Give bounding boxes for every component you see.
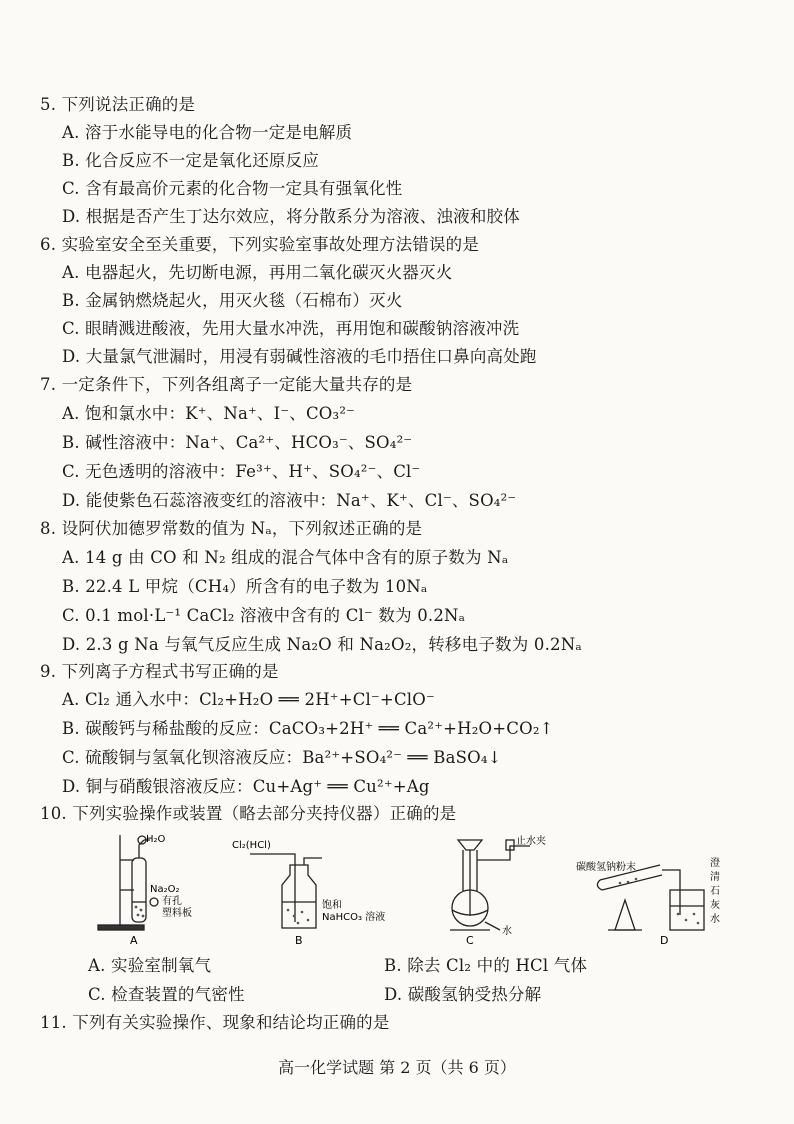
apparatus-figure — [90, 830, 730, 950]
question-8-option-c: C. 0.1 mol·L⁻¹ CaCl₂ 溶液中含有的 Cl⁻ 数为 0.2Nₐ — [62, 606, 466, 625]
question-11-stem: 11. 下列有关实验操作、现象和结论均正确的是 — [40, 1013, 390, 1032]
label-a-plate1: 有孔 — [162, 896, 182, 907]
label-b-gas: Cl₂(HCl) — [232, 840, 271, 851]
question-5-option-c: C. 含有最高价元素的化合物一定具有强氧化性 — [62, 179, 403, 198]
question-9-option-b: B. 碳酸钙与稀盐酸的反应：CaCO₃+2H⁺ ══ Ca²⁺+H₂O+CO₂↑ — [62, 719, 554, 738]
question-5-option-a: A. 溶于水能导电的化合物一定是电解质 — [62, 123, 353, 142]
question-7-option-a: A. 饱和氯水中：K⁺、Na⁺、I⁻、CO₃²⁻ — [62, 404, 356, 423]
question-5-stem: 5. 下列说法正确的是 — [40, 95, 196, 114]
question-10-option-d: D. 碳酸氢钠受热分解 — [384, 985, 542, 1004]
label-d-lime1: 澄 — [710, 858, 720, 869]
question-10-stem: 10. 下列实验操作或装置（略去部分夹持仪器）正确的是 — [40, 804, 457, 823]
question-6-option-d: D. 大量氯气泄漏时，用浸有弱碱性溶液的毛巾捂住口鼻向高处跑 — [62, 347, 537, 366]
label-a-na2o2: Na₂O₂ — [150, 884, 180, 895]
label-b-soln: NaHCO₃ 溶液 — [322, 912, 386, 923]
apparatus-a — [98, 835, 158, 930]
question-6-option-a: A. 电器起火，先切断电源，再用二氧化碳灭火器灭火 — [62, 263, 453, 282]
label-a-letter: A — [130, 934, 138, 947]
label-d-lime3: 石 — [710, 886, 720, 897]
label-a-h2o: H₂O — [146, 834, 166, 845]
question-6-stem: 6. 实验室安全至关重要，下列实验室事故处理方法错误的是 — [40, 235, 480, 254]
question-9-option-a: A. Cl₂ 通入水中：Cl₂+H₂O ══ 2H⁺+Cl⁻+ClO⁻ — [62, 690, 435, 709]
question-10-option-b: B. 除去 Cl₂ 中的 HCl 气体 — [384, 956, 588, 975]
question-10-option-c: C. 检查装置的气密性 — [88, 985, 245, 1004]
label-c-water: 水 — [502, 926, 512, 937]
label-c-clamp: 止水夹 — [516, 836, 546, 847]
question-9-stem: 9. 下列离子方程式书写正确的是 — [40, 662, 279, 681]
label-a-plate2: 塑料板 — [162, 908, 192, 919]
question-5-option-b: B. 化合反应不一定是氧化还原反应 — [62, 151, 320, 170]
label-d-powder: 碳酸氢钠粉末 — [576, 862, 636, 873]
question-5-option-d: D. 根据是否产生丁达尔效应，将分散系分为溶液、浊液和胶体 — [62, 207, 520, 226]
page-footer: 高一化学试题 第 2 页（共 6 页） — [278, 1058, 516, 1077]
question-7-option-b: B. 碱性溶液中：Na⁺、Ca²⁺、HCO₃⁻、SO₄²⁻ — [62, 433, 413, 452]
label-d-letter: D — [660, 934, 669, 947]
question-7-option-c: C. 无色透明的溶液中：Fe³⁺、H⁺、SO₄²⁻、Cl⁻ — [62, 462, 421, 481]
question-6-option-b: B. 金属钠燃烧起火，用灭火毯（石棉布）灭火 — [62, 291, 403, 310]
question-8-option-d: D. 2.3 g Na 与氧气反应生成 Na₂O 和 Na₂O₂，转移电子数为 0.2Nₐ — [62, 635, 582, 654]
label-c-letter: C — [466, 934, 474, 947]
label-d-lime4: 灰 — [710, 900, 720, 911]
question-8-stem: 8. 设阿伏加德罗常数的值为 Nₐ，下列叙述正确的是 — [40, 519, 423, 538]
apparatus-b — [250, 854, 322, 928]
question-9-option-d: D. 铜与硝酸银溶液反应：Cu+Ag⁺ ══ Cu²⁺+Ag — [62, 777, 430, 796]
apparatus-c — [450, 840, 530, 930]
label-b-sat: 饱和 — [322, 900, 342, 911]
label-d-lime5: 水 — [710, 914, 720, 925]
label-d-lime2: 清 — [710, 872, 720, 883]
label-b-letter: B — [295, 934, 303, 947]
apparatus-d — [597, 865, 704, 930]
question-8-option-a: A. 14 g 由 CO 和 N₂ 组成的混合气体中含有的原子数为 Nₐ — [62, 548, 509, 567]
question-10-option-a: A. 实验室制氧气 — [88, 956, 212, 975]
question-6-option-c: C. 眼睛溅进酸液，先用大量水冲洗，再用饱和碳酸钠溶液冲洗 — [62, 319, 520, 338]
question-7-stem: 7. 一定条件下，下列各组离子一定能大量共存的是 — [40, 375, 413, 394]
question-8-option-b: B. 22.4 L 甲烷（CH₄）所含有的电子数为 10Nₐ — [62, 577, 428, 596]
question-9-option-c: C. 硫酸铜与氢氧化钡溶液反应：Ba²⁺+SO₄²⁻ ══ BaSO₄↓ — [62, 748, 502, 767]
question-7-option-d: D. 能使紫色石蕊溶液变红的溶液中：Na⁺、K⁺、Cl⁻、SO₄²⁻ — [62, 491, 517, 510]
